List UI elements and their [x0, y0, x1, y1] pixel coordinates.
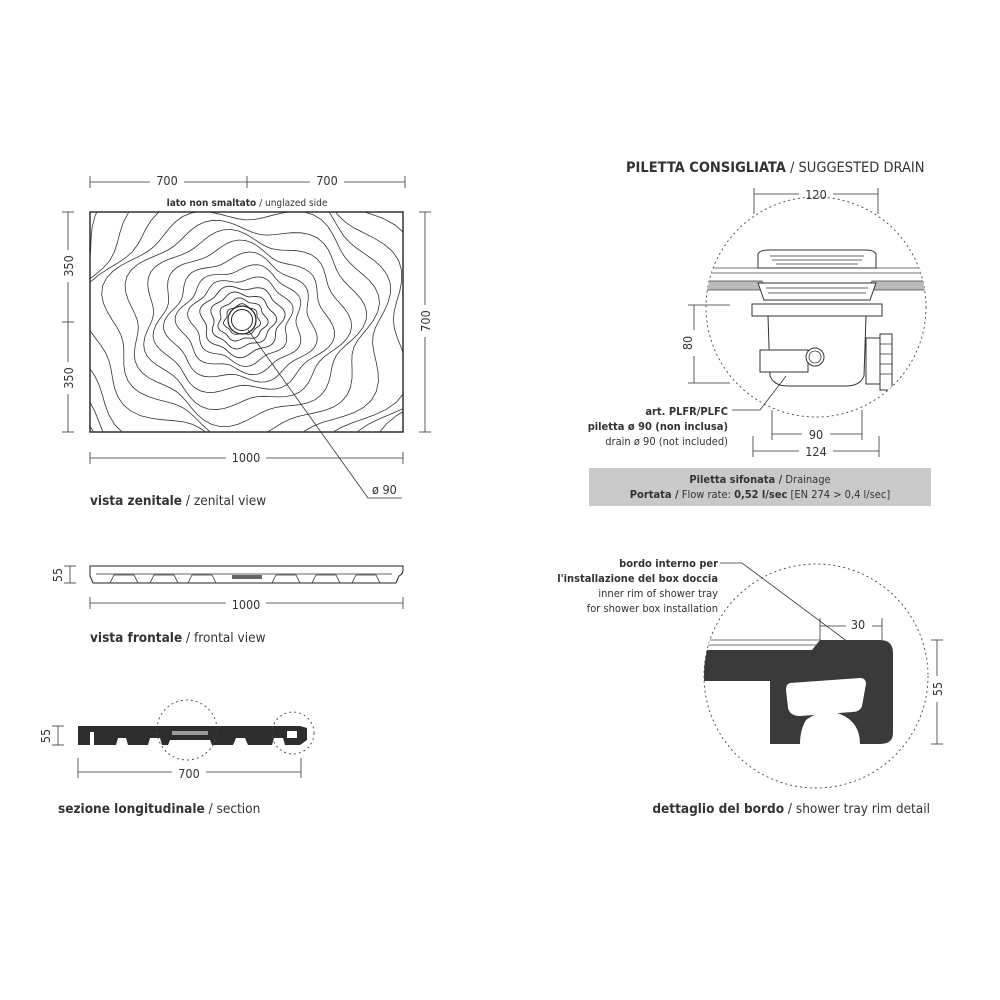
unglazed-side-label: lato non smaltato / unglazed side [166, 198, 328, 209]
drainage-flow-rate: Portata / Flow rate: 0,52 l/sec [EN 274 > 0,4 l/sec] [629, 488, 891, 501]
drain-dim-outer: 124 [805, 444, 827, 459]
frontal-view [50, 566, 403, 646]
rim-label-it-1: bordo interno per [619, 557, 718, 570]
section-caption: sezione longitudinale / section [58, 801, 261, 817]
rim-dim-width: 30 [850, 617, 866, 632]
drain-dim-top: 120 [805, 187, 827, 202]
zenital-right-dimension [417, 212, 433, 432]
zenital-length-total: 1000 [231, 450, 261, 465]
drainage-type: Piletta sifonata / Drainage [689, 473, 831, 486]
zenital-width-left: 700 [156, 173, 178, 188]
zenital-caption: vista zenitale / zenital view [90, 493, 267, 509]
section-view [38, 700, 314, 817]
drain-article-it: piletta ø 90 (non inclusa) [587, 420, 728, 433]
rim-cross-section [700, 640, 893, 744]
zenital-top-dimension [90, 172, 405, 188]
zenital-height-total: 700 [418, 310, 433, 332]
zenital-height-top: 350 [61, 255, 76, 277]
rim-caption: dettaglio del bordo / shower tray rim detail [652, 801, 930, 817]
zenital-left-dimension [60, 212, 76, 432]
rim-label-leader [720, 563, 852, 645]
frontal-height: 55 [50, 567, 65, 583]
frontal-tray-outline [90, 566, 403, 583]
drain-dim-inner: 90 [808, 427, 824, 442]
drain-title: PILETTA CONSIGLIATA / SUGGESTED DRAIN [626, 160, 925, 176]
rim-label-en-2: for shower box installation [586, 602, 718, 615]
drain-dim-height: 80 [680, 335, 695, 351]
drain-article-code: art. PLFR/PLFC [645, 405, 728, 418]
drain-cross-section [700, 250, 940, 390]
rim-label-it-2: l'installazione del box doccia [557, 572, 718, 585]
section-profile [78, 726, 307, 745]
frontal-length: 1000 [231, 597, 261, 612]
rim-label-en-1: inner rim of shower tray [598, 587, 718, 600]
drain-diameter-label: ø 90 [372, 482, 397, 497]
frontal-caption: vista frontale / frontal view [90, 630, 266, 646]
zenital-width-right: 700 [316, 173, 338, 188]
section-length: 700 [178, 766, 200, 781]
drain-article-en: drain ø 90 (not included) [605, 435, 728, 448]
rim-detail [557, 557, 945, 817]
zenital-view [32, 131, 466, 509]
section-height: 55 [38, 728, 53, 744]
rim-dim-height: 55 [930, 681, 945, 697]
zenital-drain [228, 306, 256, 334]
zenital-height-bottom: 350 [61, 367, 76, 389]
zenital-bottom-dimension [90, 449, 403, 465]
suggested-drain-detail [588, 160, 940, 506]
